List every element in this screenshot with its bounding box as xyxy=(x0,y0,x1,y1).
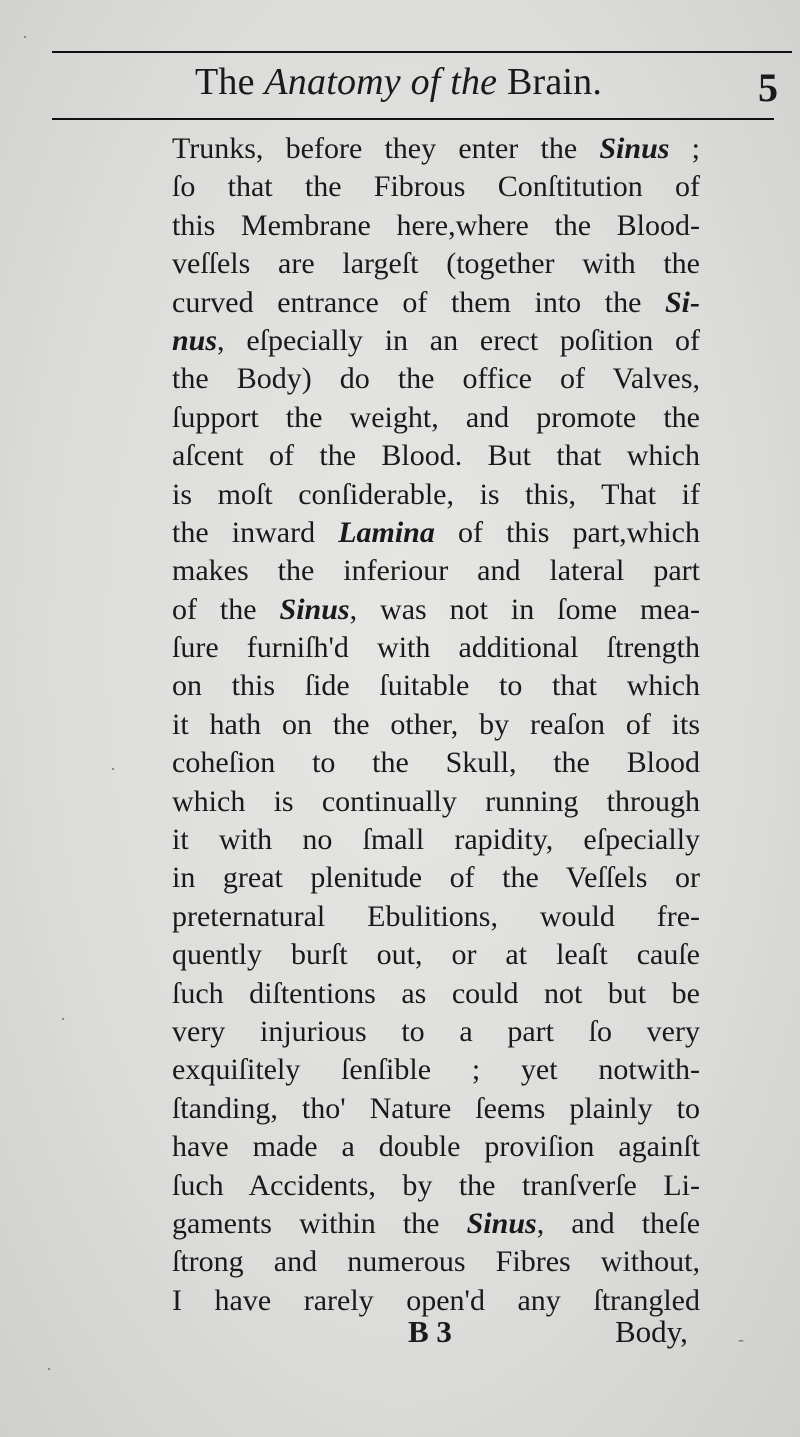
text-run: ſtrong and numerous Fibres without, xyxy=(172,1245,700,1279)
text-line xyxy=(172,1205,700,1243)
text-run: coheſion to the Skull, the Blood xyxy=(172,746,700,780)
text-run: curved entrance of them into the xyxy=(172,285,665,319)
italic-term: Sinus xyxy=(599,132,670,165)
italic-term: nus xyxy=(172,323,218,357)
text-line xyxy=(172,1167,700,1205)
text-line xyxy=(172,898,700,936)
running-head xyxy=(195,58,602,106)
text-run: preternatural Ebulitions, would fre- xyxy=(172,899,701,933)
text-run: on this ſide ſuitable to that which xyxy=(172,669,701,703)
text-run: of this part,which xyxy=(434,515,700,549)
text-line xyxy=(172,783,700,821)
paper-speck: · xyxy=(60,1009,66,1029)
text-run: , and theſe xyxy=(536,1206,701,1240)
text-line xyxy=(172,667,700,705)
text-line xyxy=(172,936,700,974)
text-run: ; xyxy=(669,132,700,165)
text-run: which is continually running through xyxy=(172,784,700,818)
text-run: exquiſitely ſenſible ; yet notwith- xyxy=(172,1053,701,1087)
text-line xyxy=(172,1243,700,1281)
text-run: of the xyxy=(172,592,280,626)
text-line xyxy=(172,744,700,782)
text-run: ſo that the Fibrous Conſtitution of xyxy=(172,170,701,204)
italic-term: Lamina xyxy=(338,515,435,549)
text-line xyxy=(172,168,700,206)
text-run: in great plenitude of the Veſſels or xyxy=(172,861,700,895)
text-run: Trunks, before they enter the xyxy=(172,132,600,165)
text-run: the inward xyxy=(172,515,339,549)
italic-term: Si- xyxy=(664,285,700,319)
text-run: have made a double proviſion againſt xyxy=(172,1130,700,1164)
text-run: , eſpecially in an erect poſition of xyxy=(217,323,701,357)
text-run: , was not in ſome mea- xyxy=(349,592,701,626)
text-run: gaments within the xyxy=(172,1206,467,1240)
italic-term: Sinus xyxy=(279,592,350,626)
running-head-anatomy: Anatomy of the xyxy=(264,61,507,103)
text-line xyxy=(172,476,700,514)
text-run: it with no ſmall rapidity, eſpecially xyxy=(172,823,701,857)
text-line xyxy=(172,1051,700,1089)
page-number: 5 xyxy=(758,65,778,110)
text-line xyxy=(172,1128,700,1166)
paper-speck: · xyxy=(46,1359,52,1379)
text-line xyxy=(172,245,700,283)
text-run: makes the inferiour and lateral part xyxy=(172,554,700,588)
body-text xyxy=(172,130,700,1320)
text-run: this Membrane here,where the Blood- xyxy=(172,208,701,242)
text-line xyxy=(172,629,700,667)
text-line xyxy=(172,437,700,475)
text-line xyxy=(172,360,700,398)
italic-term: Sinus xyxy=(466,1206,537,1240)
catchword: Body, xyxy=(615,1314,688,1349)
text-line xyxy=(172,322,700,360)
text-line xyxy=(172,1090,700,1128)
paper-speck: · xyxy=(110,759,116,779)
text-line xyxy=(172,399,700,437)
text-run: veſſels are largeſt (together with the xyxy=(172,247,700,281)
header-rule-top xyxy=(52,51,792,53)
text-line xyxy=(172,1013,700,1051)
text-run: the Body) do the office of Valves, xyxy=(172,362,700,396)
paper-speck: · xyxy=(22,27,28,47)
text-line xyxy=(172,514,700,552)
text-run: aſcent of the Blood. But that which xyxy=(172,439,701,473)
running-head-brain: Brain. xyxy=(506,61,603,103)
text-line xyxy=(172,284,700,322)
text-line xyxy=(172,207,700,245)
text-run: ſure furniſh'd with additional ſtrength xyxy=(172,631,700,665)
text-line xyxy=(172,130,700,168)
running-head-the: The xyxy=(195,61,265,103)
text-line xyxy=(172,975,700,1013)
text-run: ſupport the weight, and promote the xyxy=(172,400,701,434)
signature-mark: B 3 xyxy=(408,1314,452,1349)
text-line xyxy=(172,552,700,590)
text-run: ſuch Accidents, by the tranſverſe Li- xyxy=(172,1168,700,1202)
text-line xyxy=(172,591,700,629)
text-line xyxy=(172,821,700,859)
text-run: ſtanding, tho' Nature ſeems plainly to xyxy=(172,1091,701,1125)
text-run: very injurious to a part ſo very xyxy=(172,1014,700,1048)
text-line xyxy=(172,859,700,897)
text-run: it hath on the other, by reaſon of its xyxy=(172,707,701,741)
text-line xyxy=(172,706,700,744)
header-rule-bottom xyxy=(52,118,774,120)
paper-speck: - xyxy=(738,1329,744,1349)
text-run: I have rarely open'd any ſtrangled xyxy=(172,1283,700,1317)
text-run: quently burſt out, or at leaſt cauſe xyxy=(172,938,700,972)
text-run: is moſt conſiderable, is this, That if xyxy=(172,477,700,511)
text-run: ſuch diſtentions as could not but be xyxy=(172,976,701,1010)
page-footer xyxy=(0,1310,800,1354)
